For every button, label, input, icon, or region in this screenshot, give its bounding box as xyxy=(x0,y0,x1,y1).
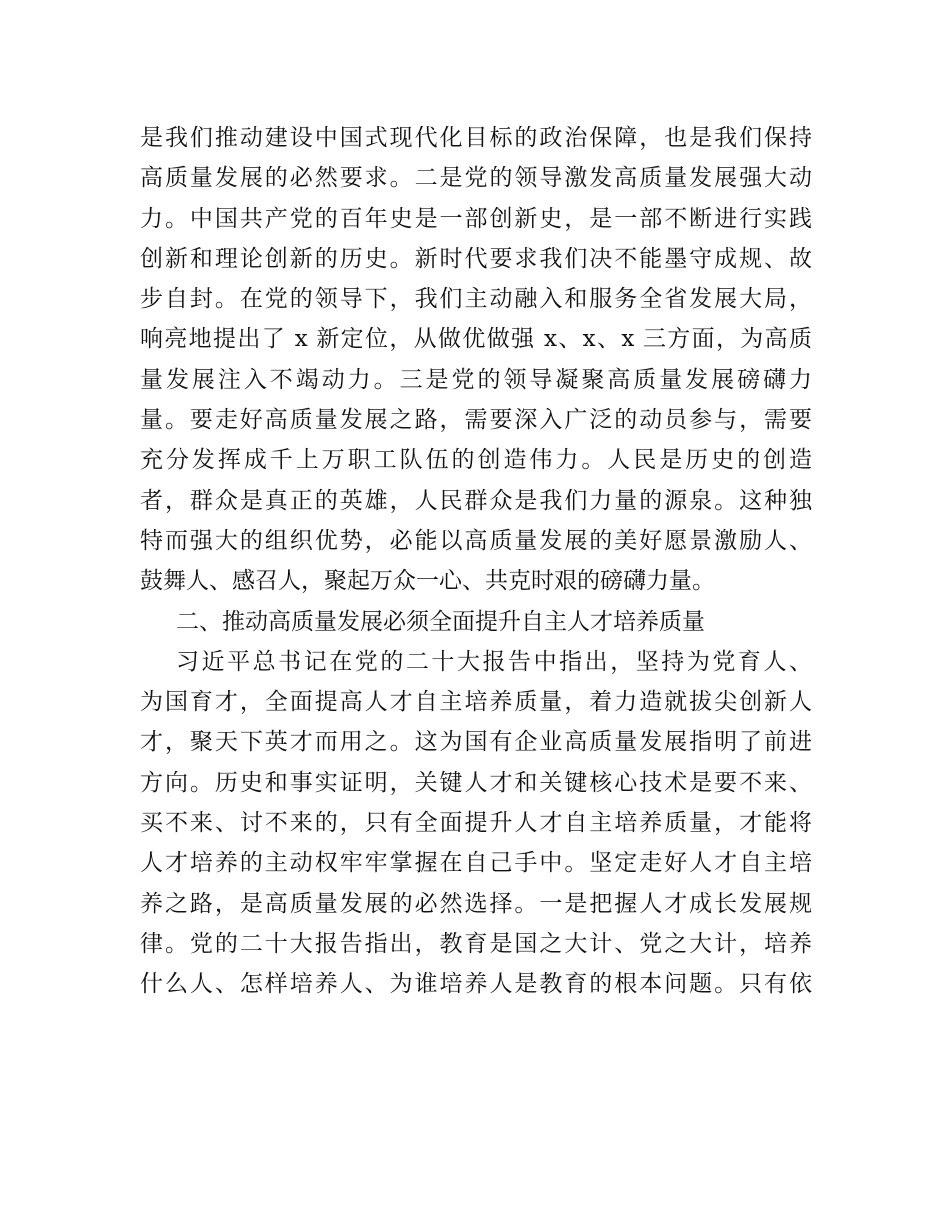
paragraph-line: 养之路，是高质量发展的必然选择。一是把握人才成长发展规 xyxy=(140,890,812,917)
paragraph-line: 高质量发展的必然要求。二是党的领导激发高质量发展强大动 xyxy=(140,165,812,192)
document-body xyxy=(140,118,812,1005)
paragraph-1 xyxy=(140,118,812,602)
paragraph-line: 人才培养的主动权牢牢掌握在自己手中。坚定走好人才自主培 xyxy=(140,850,812,877)
section-heading-wrap xyxy=(140,602,812,642)
paragraph-line: 量发展注入不竭动力。三是党的领导凝聚高质量发展磅礴力 xyxy=(140,366,812,393)
paragraph-line: 才，聚天下英才而用之。这为国有企业高质量发展指明了前进 xyxy=(140,729,812,756)
paragraph-line: 步自封。在党的领导下，我们主动融入和服务全省发展大局， xyxy=(140,286,812,313)
paragraph-line: 什么人、怎样培养人、为谁培养人是教育的根本问题。只有依 xyxy=(140,971,812,998)
paragraph-line: 方向。历史和事实证明，关键人才和关键核心技术是要不来、 xyxy=(140,769,812,796)
paragraph-line: 律。党的二十大报告指出，教育是国之大计、党之大计，培养 xyxy=(140,930,812,957)
paragraph-line: 创新和理论创新的历史。新时代要求我们决不能墨守成规、故 xyxy=(140,245,812,272)
paragraph-line: 力。中国共产党的百年史是一部创新史，是一部不断进行实践 xyxy=(140,205,812,232)
paragraph-line: 者，群众是真正的英雄，人民群众是我们力量的源泉。这种独 xyxy=(140,487,812,514)
paragraph-line: 买不来、讨不来的，只有全面提升人才自主培养质量，才能将 xyxy=(140,810,812,837)
section-heading: 二、推动高质量发展必须全面提升自主人才培养质量 xyxy=(176,608,705,635)
paragraph-line: 充分发挥成千上万职工队伍的创造伟力。人民是历史的创造 xyxy=(140,447,812,474)
paragraph-line: 习近平总书记在党的二十大报告中指出，坚持为党育人、 xyxy=(176,648,812,675)
paragraph-line: 响亮地提出了 x 新定位，从做优做强 x、x、x 三方面，为高质 xyxy=(140,326,812,353)
paragraph-2 xyxy=(140,642,812,1005)
paragraph-line: 为国育才，全面提高人才自主培养质量，着力造就拔尖创新人 xyxy=(140,689,812,716)
paragraph-line: 特而强大的组织优势，必能以高质量发展的美好愿景激励人、 xyxy=(140,527,812,554)
paragraph-line: 鼓舞人、感召人，聚起万众一心、共克时艰的磅礴力量。 xyxy=(140,568,715,595)
paragraph-line: 量。要走好高质量发展之路，需要深入广泛的动员参与，需要 xyxy=(140,407,812,434)
paragraph-line: 是我们推动建设中国式现代化目标的政治保障，也是我们保持 xyxy=(140,125,812,151)
